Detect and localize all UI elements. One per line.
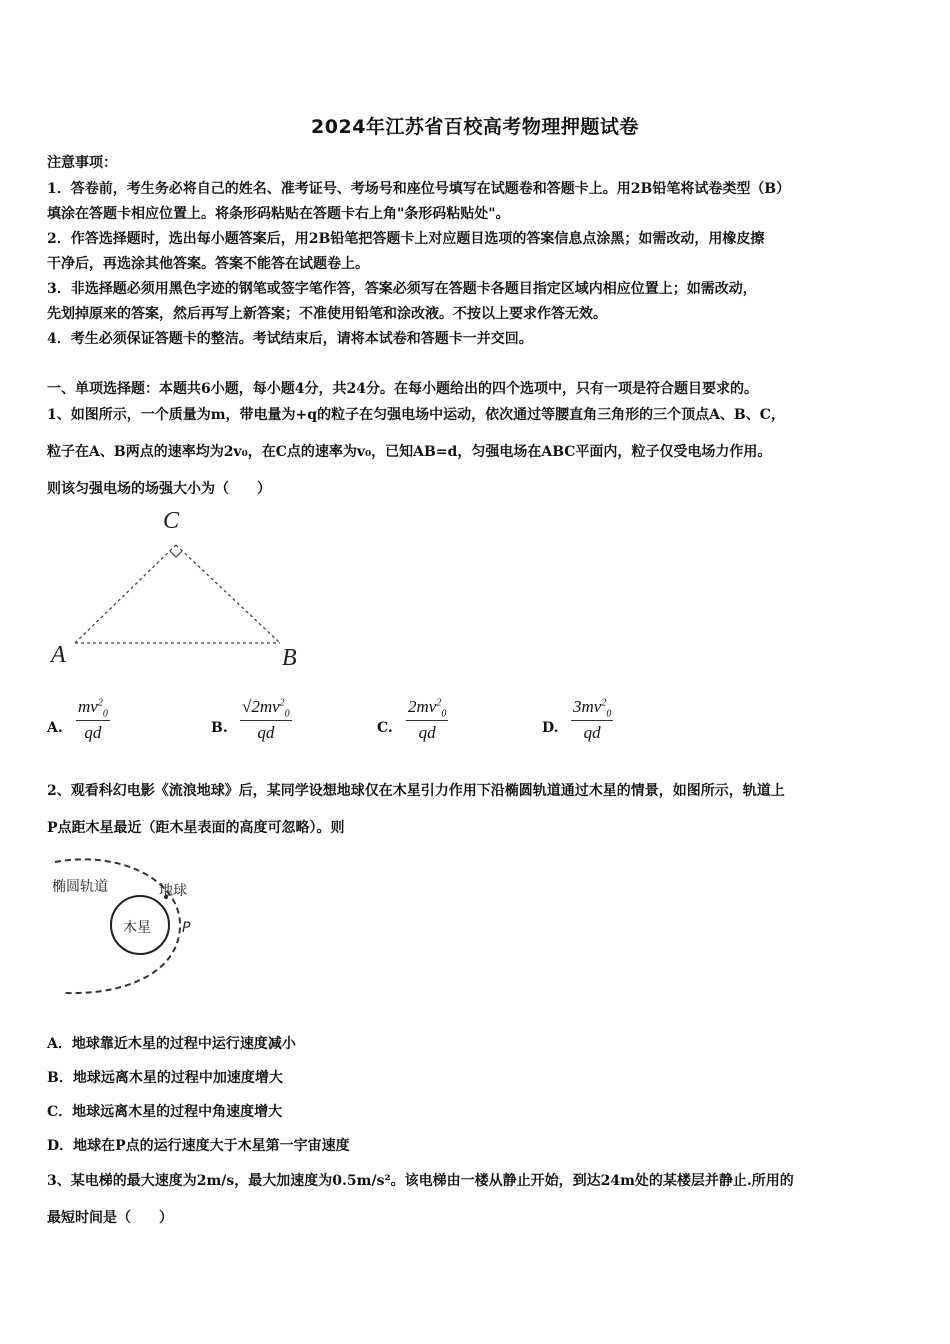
vertex-a-label: A <box>51 642 66 668</box>
orbit-label: 椭圆轨道 <box>52 879 108 895</box>
section-heading: 一、单项选择题：本题共6小题，每小题4分，共24分。在每小题给出的四个选项中，只有一项是符合题目要求的。 <box>47 381 758 397</box>
vertex-c-label: C <box>163 508 180 534</box>
notice-line: 2．作答选择题时，选出每小题答案后，用2B铅笔把答题卡上对应题目选项的答案信息点涂黑；如需改动，用橡皮擦 <box>47 231 765 247</box>
notice-heading: 注意事项： <box>47 155 117 171</box>
p-point-label: P <box>182 920 191 936</box>
q1-option-c-formula: $\frac{2mv^2_0}{qd}$ <box>408 697 447 743</box>
right-angle-mark <box>170 551 182 557</box>
q1-option-d-formula: $\frac{3mv^2_0}{qd}$ <box>573 697 612 743</box>
q1-option-letter[interactable]: D. <box>542 720 559 736</box>
notice-line: 填涂在答题卡相应位置上。将条形码粘贴在答题卡右上角"条形码粘贴处"。 <box>47 206 510 222</box>
notice-line: 干净后，再选涂其他答案。答案不能答在试题卷上。 <box>47 256 369 272</box>
q2-option-a[interactable]: A．地球靠近木星的过程中运行速度减小 <box>47 1036 296 1052</box>
q1-option-letter[interactable]: B. <box>211 720 228 736</box>
edge-ac <box>75 545 176 643</box>
q1-stem-line: 则该匀强电场的场强大小为（ ） <box>47 481 271 497</box>
q1-stem-line: 粒子在A、B两点的速率均为2v₀，在C点的速率为v₀，已知AB=d，匀强电场在ABC平面内，粒子仅受电场力作用。 <box>47 444 772 460</box>
q2-option-d[interactable]: D．地球在P点的运行速度大于木星第一宇宙速度 <box>47 1138 350 1154</box>
q1-option-a-formula: $\frac{mv^2_0}{qd}$ <box>78 697 108 743</box>
q1-option-letter[interactable]: A. <box>47 720 63 736</box>
page-title: 2024年江苏省百校高考物理押题试卷 <box>311 116 639 138</box>
jupiter-label: 木星 <box>123 920 151 936</box>
notice-line: 先划掉原来的答案，然后再写上新答案；不准使用铅笔和涂改液。不按以上要求作答无效。 <box>47 306 607 322</box>
q2-stem-line: 2、观看科幻电影《流浪地球》后，某同学设想地球仅在木星引力作用下沿椭圆轨道通过木星的情景，如图所示，轨道上 <box>47 783 785 799</box>
q1-option-letter[interactable]: C. <box>377 720 393 736</box>
earth-label: 地球 <box>159 883 187 899</box>
notice-line: 4．考生必须保证答题卡的整洁。考试结束后，请将本试卷和答题卡一并交回。 <box>47 331 533 347</box>
q2-option-c[interactable]: C．地球远离木星的过程中角速度增大 <box>47 1104 283 1120</box>
q1-stem-line: 1、如图所示，一个质量为m，带电量为+q的粒子在匀强电场中运动，依次通过等腰直角三角形的三个顶点A、B、C， <box>47 407 785 423</box>
edge-cb <box>176 545 280 643</box>
notice-line: 1．答卷前，考生务必将自己的姓名、准考证号、考场号和座位号填写在试题卷和答题卡上。用2B铅笔将试卷类型（B） <box>47 181 791 197</box>
q2-option-b[interactable]: B．地球远离木星的过程中加速度增大 <box>47 1070 283 1086</box>
q2-stem-line: P点距木星最近（距木星表面的高度可忽略）。则 <box>47 820 345 836</box>
vertex-b-label: B <box>282 645 297 671</box>
q1-option-b-formula: $\frac{√2mv^2_0}{qd}$ <box>242 697 290 743</box>
notice-line: 3．非选择题必须用黑色字迹的钢笔或签字笔作答，答案必须写在答题卡各题目指定区域内相应位置上；如需改动， <box>47 281 757 297</box>
q3-stem-line: 3、某电梯的最大速度为2m/s，最大加速度为0.5m/s²。该电梯由一楼从静止开始，到达24m处的某楼层并静止.所用的 <box>47 1173 794 1189</box>
q3-stem-line: 最短时间是（ ） <box>47 1210 173 1226</box>
